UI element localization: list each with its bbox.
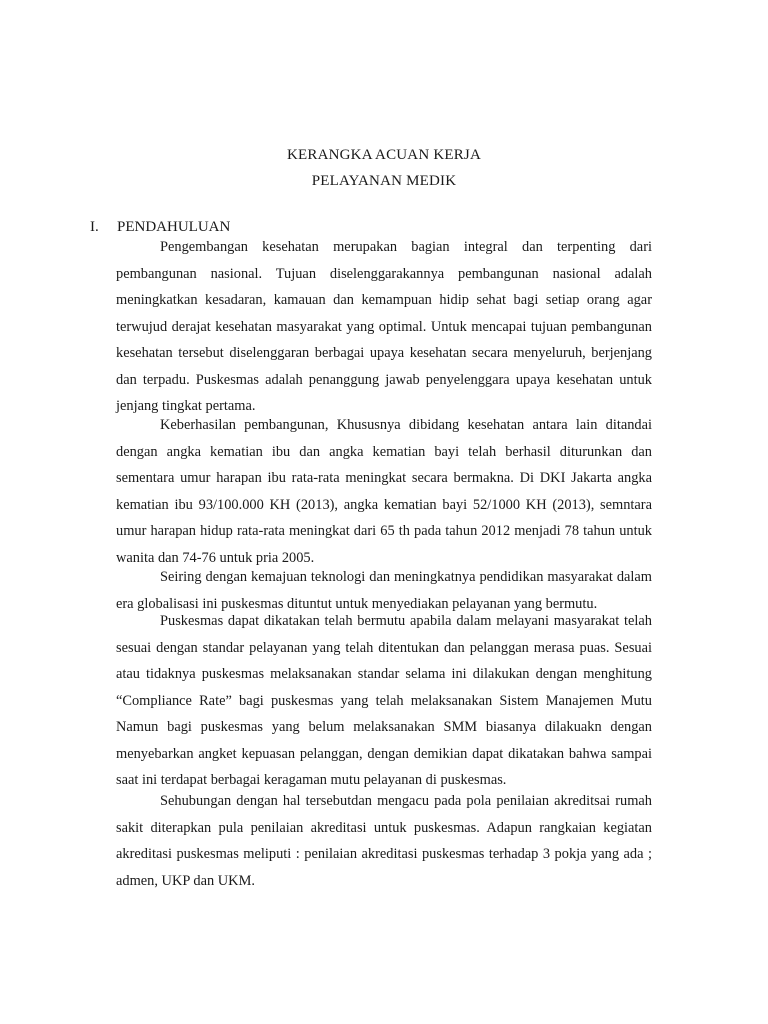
paragraph-block [116, 788, 652, 894]
document-subtitle: PELAYANAN MEDIK [311, 173, 457, 189]
paragraph-block [116, 412, 652, 571]
paragraph: Seiring dengan kemajuan teknologi dan meningkatnya pendidikan masyarakat dalam era globalisasi ini puskesmas dituntut untuk menyediakan pelayanan yang bermutu. [116, 569, 652, 612]
section-title: PENDAHULUAN [117, 219, 231, 235]
paragraph: Pengembangan kesehatan merupakan bagian integral dan terpenting dari pembangunan nasional. Tujuan diselenggarakannya pembangunan nasional adalah meningkatkan kesadaran, kamauan dan kemampuan hidip sehat bagi setiap orang agar terwujud derajat kesehatan masyarakat yang optimal. Untuk mencapai tujuan pembangunan kesehatan tersebut diselenggaran berbagai upaya kesehatan secara menyeluruh, berjenjang dan terpadu. Puskesmas adalah penanggung jawab penyelenggara upaya kesehatan untuk jenjang tingkat pertama. [116, 239, 652, 414]
paragraph: Sehubungan dengan hal tersebutdan mengacu pada pola penilaian akreditsai rumah sakit diterapkan pula penilaian akreditasi untuk puskesmas. Adapun rangkaian kegiatan akreditasi puskesmas meliputi : penilaian akreditasi puskesmas terhadap 3 pokja yang ada ; admen, UKP dan UKM. [116, 793, 652, 889]
paragraph: Keberhasilan pembangunan, Khususnya dibidang kesehatan antara lain ditandai dengan angka kematian ibu dan angka kematian bayi telah berhasil diturunkan dan sementara umur harapan ibu rata-rata meningkat secara bermakna. Di DKI Jakarta angka kematian ibu 93/100.000 KH (2013), angka kematian bayi 52/1000 KH (2013), semntara umur harapan hidup rata-rata meningkat dari 65 th pada tahun 2012 menjadi 78 tahun untuk wanita dan 74-76 untuk pria 2005. [116, 417, 652, 566]
paragraph-block [116, 234, 652, 420]
document-title: KERANGKA ACUAN KERJA [286, 147, 481, 163]
paragraph-block [116, 608, 652, 794]
section-number: I. [90, 219, 99, 235]
paragraph: Puskesmas dapat dikatakan telah bermutu apabila dalam melayani masyarakat telah sesuai dengan standar pelayanan yang telah ditentukan dan pelanggan merasa puas. Sesuai atau tidaknya puskesmas melaksanakan standar selama ini dilakukan dengan menghitung “Compliance Rate” bagi puskesmas yang telah melaksanakan Sistem Manajemen Mutu Namun bagi puskesmas yang belum melaksanakan SMM biasanya dilakuakn dengan menyebarkan angket kepuasan pelanggan, dengan demikian dapat dikatakan bahwa sampai saat ini terdapat berbagai keragaman mutu pelayanan di puskesmas. [116, 613, 652, 788]
